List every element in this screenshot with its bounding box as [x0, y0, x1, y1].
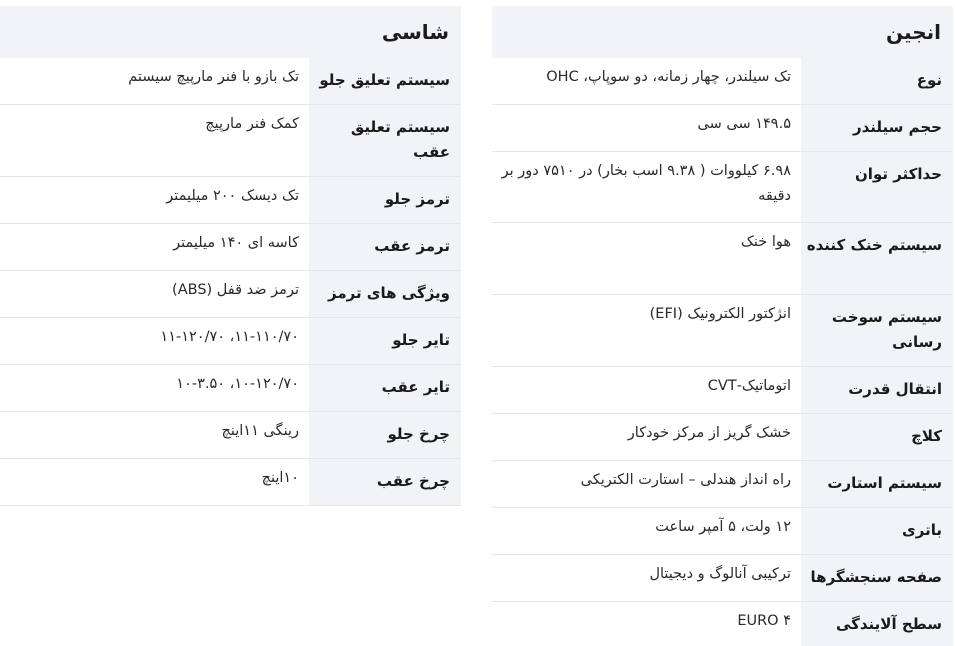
spec-value: کاسه ای ۱۴۰ میلیمتر: [173, 235, 299, 251]
engine-row-fuel-system: [492, 295, 953, 367]
chassis-row-rear-wheel: [0, 459, 461, 506]
spec-label: چرخ جلو: [309, 412, 461, 458]
engine-row-emission: [492, 602, 953, 646]
spec-value: ترمز ضد قفل (ABS): [172, 282, 299, 298]
spec-value: رینگی ۱۱اینچ: [221, 423, 299, 439]
chassis-row-brake-features: [0, 271, 461, 318]
spec-label: ویژگی های ترمز: [309, 271, 461, 317]
engine-row-max-power: [492, 152, 953, 223]
spec-label: ترمز جلو: [309, 177, 461, 223]
spec-value: ۶.۹۸ کیلووات ( ۹.۳۸ اسب بخار) در ۷۵۱۰ دور بر دقیقه: [501, 163, 791, 204]
chassis-row-rear-tire: [0, 365, 461, 412]
chassis-row-front-wheel: [0, 412, 461, 459]
spec-value: ۱۴۹.۵ سی سی: [697, 116, 791, 132]
spec-value: کمک فنر مارپیچ: [205, 116, 299, 132]
spec-label: سیستم تعلیق عقب: [309, 105, 461, 176]
spec-label: ترمز عقب: [309, 224, 461, 270]
spec-label: حداکثر توان: [801, 152, 953, 222]
spec-label: سیستم تعلیق جلو: [309, 58, 461, 104]
spec-label: سیستم استارت: [801, 461, 953, 507]
spec-value: تک بازو با فنر مارپیچ سیستم: [128, 69, 299, 85]
chassis-row-front-tire: [0, 318, 461, 365]
engine-row-type: [492, 58, 953, 105]
engine-row-battery: [492, 508, 953, 555]
engine-panel: [492, 6, 953, 646]
spec-label: سطح آلایندگی: [801, 602, 953, 646]
engine-spec-table: [492, 58, 953, 646]
spec-label: باتری: [801, 508, 953, 554]
spec-value: ۱۱-۱۱۰/۷۰، ۱۱-۱۲۰/۷۰: [160, 329, 299, 345]
spec-label: تایر جلو: [309, 318, 461, 364]
spec-value: ۱۲ ولت، ۵ آمپر ساعت: [655, 519, 791, 535]
spec-value: تک سیلندر، چهار زمانه، دو سوپاپ، OHC: [546, 69, 791, 85]
engine-title: انجین: [492, 6, 953, 58]
spec-value: اتوماتیک-CVT: [707, 378, 791, 394]
spec-value: ۱۰اینچ: [261, 470, 299, 486]
chassis-row-front-brake: [0, 177, 461, 224]
engine-row-gauges: [492, 555, 953, 602]
chassis-row-rear-brake: [0, 224, 461, 271]
spec-label: تایر عقب: [309, 365, 461, 411]
spec-label: چرخ عقب: [309, 459, 461, 505]
spec-label: سیستم خنک کننده: [801, 223, 953, 294]
engine-row-cooling: [492, 223, 953, 295]
spec-label: نوع: [801, 58, 953, 104]
spec-label: انتقال قدرت: [801, 367, 953, 413]
chassis-spec-table: [0, 58, 461, 506]
chassis-panel: [0, 6, 461, 506]
spec-label: سیستم سوخت رسانی: [801, 295, 953, 366]
engine-row-clutch: [492, 414, 953, 461]
spec-value: ترکیبی آنالوگ و دیجیتال: [649, 566, 791, 582]
spec-value: راه انداز هندلی – استارت الکتریکی: [580, 472, 791, 488]
chassis-row-rear-suspension: [0, 105, 461, 177]
spec-value: تک دیسک ۲۰۰ میلیمتر: [166, 188, 299, 204]
spec-value: انژکتور الکترونیک (EFI): [649, 306, 791, 322]
engine-row-starter: [492, 461, 953, 508]
spec-value: EURO ۴: [737, 613, 791, 629]
chassis-title: شاسی: [0, 6, 461, 58]
spec-value: خشک گریز از مرکز خودکار: [627, 425, 791, 441]
spec-label: صفحه سنجشگرها: [801, 555, 953, 601]
spec-value: ۱۰-۱۲۰/۷۰، ۱۰-۳.۵۰: [176, 376, 299, 392]
spec-label: حجم سیلندر: [801, 105, 953, 151]
chassis-row-front-suspension: [0, 58, 461, 105]
engine-row-transmission: [492, 367, 953, 414]
engine-row-displacement: [492, 105, 953, 152]
spec-value: هوا خنک: [740, 234, 791, 250]
spec-label: کلاچ: [801, 414, 953, 460]
